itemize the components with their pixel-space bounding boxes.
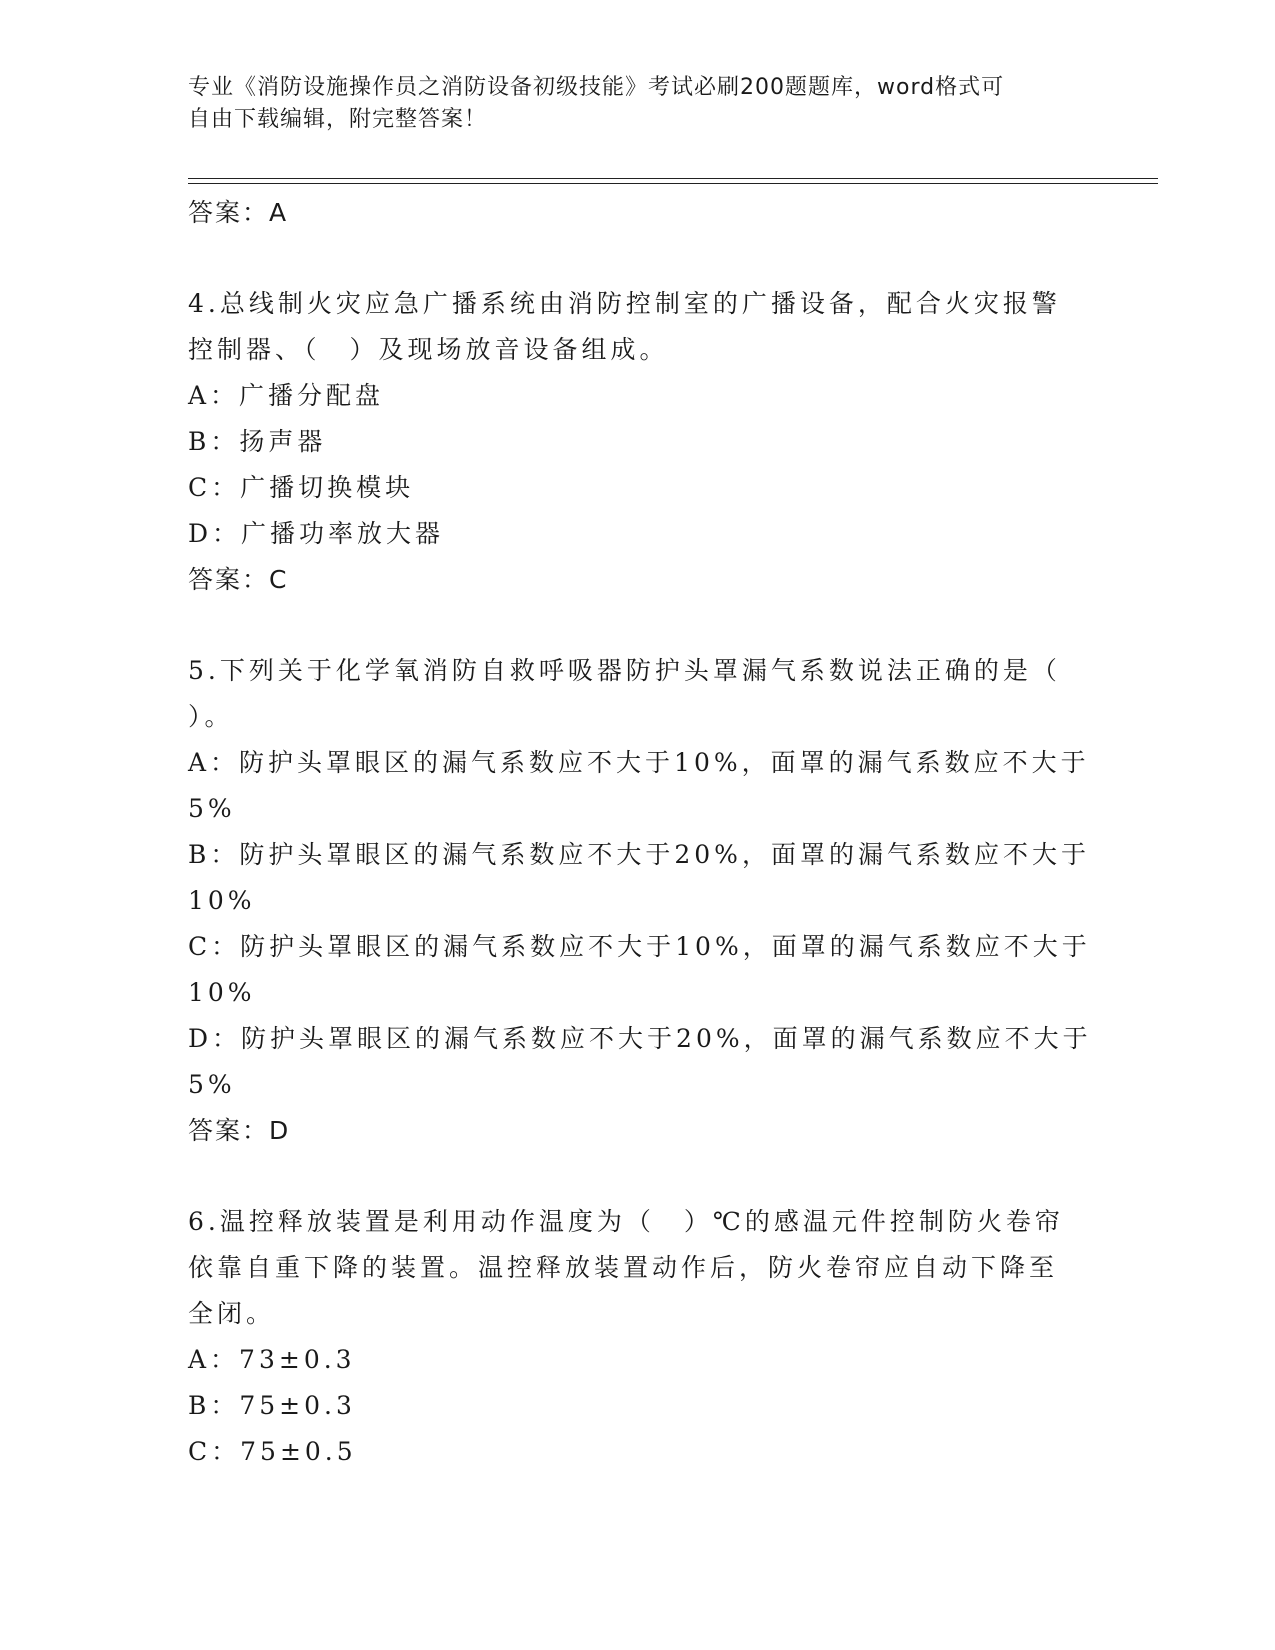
question-5-option-a-cont: 5% bbox=[188, 794, 236, 823]
header-divider-bottom bbox=[188, 183, 1158, 184]
question-4-stem-line-2: 控制器、（ ）及现场放音设备组成。 bbox=[188, 335, 669, 364]
question-6-stem-line-1: 6.温控释放装置是利用动作温度为（ ）℃的感温元件控制防火卷帘 bbox=[188, 1207, 1064, 1236]
header-divider-top bbox=[188, 178, 1158, 179]
header-line-2: 自由下载编辑，附完整答案！ bbox=[188, 107, 488, 132]
question-6 bbox=[188, 1199, 1078, 1475]
question-5-option-d: D：防护头罩眼区的漏气系数应不大于20%，面罩的漏气系数应不大于 bbox=[188, 1024, 1092, 1053]
document-header bbox=[188, 72, 1078, 136]
question-5-option-c-cont: 10% bbox=[188, 978, 256, 1007]
question-4 bbox=[188, 281, 1078, 603]
question-6-stem-line-2: 依靠自重下降的装置。温控释放装置动作后，防火卷帘应自动下降至 bbox=[188, 1253, 1059, 1282]
question-4-option-d: D：广播功率放大器 bbox=[188, 519, 445, 548]
question-5-option-b: B：防护头罩眼区的漏气系数应不大于20%，面罩的漏气系数应不大于 bbox=[188, 840, 1090, 869]
spacer bbox=[188, 603, 1078, 648]
spacer bbox=[188, 1154, 1078, 1199]
question-4-option-c: C：广播切换模块 bbox=[188, 473, 415, 502]
question-6-option-a: A：73±0.3 bbox=[188, 1345, 356, 1374]
question-5-option-b-cont: 10% bbox=[188, 886, 256, 915]
question-5-option-c: C：防护头罩眼区的漏气系数应不大于10%，面罩的漏气系数应不大于 bbox=[188, 932, 1091, 961]
question-4-stem-line-1: 4.总线制火灾应急广播系统由消防控制室的广播设备，配合火灾报警 bbox=[188, 289, 1061, 318]
question-4-answer: 答案：C bbox=[188, 565, 289, 594]
question-4-option-b: B：扬声器 bbox=[188, 427, 327, 456]
question-5-option-a: A：防护头罩眼区的漏气系数应不大于10%，面罩的漏气系数应不大于 bbox=[188, 748, 1090, 777]
spacer bbox=[188, 236, 1078, 281]
question-5-stem-line-2: ）。 bbox=[188, 702, 234, 731]
question-6-stem-line-3: 全闭。 bbox=[188, 1299, 276, 1328]
previous-answer: 答案：A bbox=[188, 198, 289, 227]
document-body bbox=[188, 190, 1092, 1475]
question-5-answer: 答案：D bbox=[188, 1116, 291, 1145]
question-5 bbox=[188, 648, 1092, 1154]
question-5-option-d-cont: 5% bbox=[188, 1070, 236, 1099]
header-line-1: 专业《消防设施操作员之消防设备初级技能》考试必刷200题题库，word格式可 bbox=[188, 75, 1005, 100]
question-5-stem-line-1: 5.下列关于化学氧消防自救呼吸器防护头罩漏气系数说法正确的是（ bbox=[188, 656, 1061, 685]
question-6-option-c: C：75±0.5 bbox=[188, 1437, 357, 1466]
question-4-option-a: A：广播分配盘 bbox=[188, 381, 385, 410]
question-6-option-b: B：75±0.3 bbox=[188, 1391, 356, 1420]
